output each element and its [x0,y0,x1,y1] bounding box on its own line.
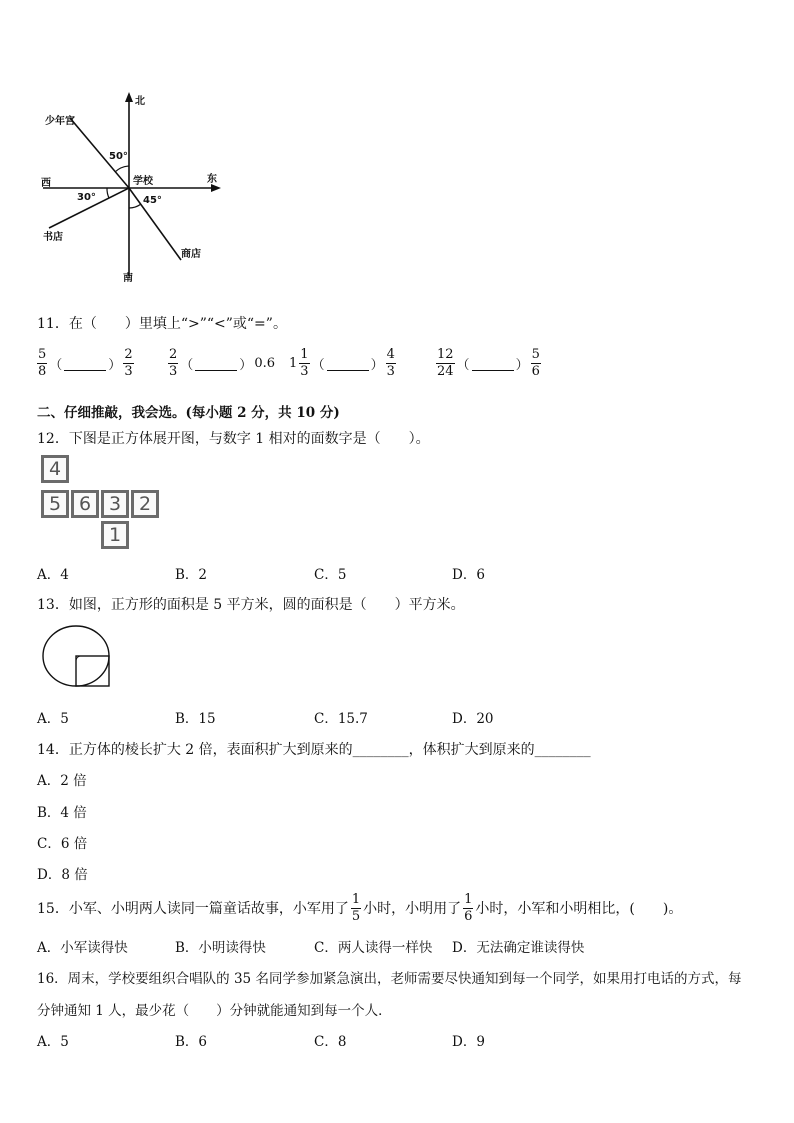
shop-label: 商店 [181,249,201,260]
paren-close: ） [370,358,384,373]
fraction: $\frac{2}{3}$ [169,347,178,379]
option-b[interactable]: B．2 [175,567,208,583]
net-face: 4 [41,455,69,483]
q16-text-line2: 分钟通知 1 人，最少花（ ）分钟就能通知到每一个人． [37,1003,392,1019]
net-face: 5 [41,490,69,518]
option-a[interactable]: A．5 [37,1034,69,1050]
section-heading: 二、仔细推敲，我会选。(每小题 2 分，共 10 分) [37,405,340,421]
q12-text: 12．下图是正方体展开图，与数字 1 相对的面数字是（ ）。 [37,431,430,447]
circle-square-figure [40,623,120,689]
answer-blank[interactable] [64,356,106,371]
q14-text: 14．正方体的棱长扩大 2 倍，表面积扩大到原来的________，体积扩大到原来的________ [37,742,591,758]
paren-open: （ [180,358,194,373]
paren-open: （ [456,358,470,373]
north-label: 北 [135,96,145,107]
net-face: 2 [131,490,159,518]
paren-open: （ [49,358,63,373]
net-face: 1 [101,521,129,549]
option-c[interactable]: C．15.7 [314,711,368,727]
option-d[interactable]: D．无法确定谁读得快 [452,940,585,956]
q15-text-part: 小时，小明用了 [363,901,462,917]
paren-open: （ [311,358,325,373]
answer-blank[interactable] [195,356,237,371]
option-a[interactable]: A．2 倍 [37,773,87,789]
q15-options [37,936,637,956]
q11-item-4 [436,347,541,380]
option-a[interactable]: A．4 [37,567,69,583]
q15-text [37,888,682,928]
q15-text-part: 15．小军、小明两人读同一篇童话故事，小军用了 [37,901,349,917]
fraction: $\frac{2}{3}$ [124,347,133,379]
option-c[interactable]: C．8 [314,1034,347,1050]
q16-options [37,1030,637,1050]
paren-close: ） [515,358,529,373]
option-b[interactable]: B．4 倍 [37,805,87,821]
fraction: $\frac{1}{3}$ [300,347,309,379]
whole-number: 1 [289,356,298,371]
answer-blank[interactable] [472,356,514,371]
q15-text-part: 小时，小军和小明相比，( )。 [475,901,683,917]
q11-item-1 [37,347,134,380]
bookstore-label: 书店 [43,232,63,243]
school-label: 学校 [133,176,153,187]
south-label: 南 [123,273,133,284]
fraction: $\frac{5}{8}$ [38,347,47,379]
fraction: $\frac{12}{24}$ [437,347,454,379]
fraction: $\frac{1}{5}$ [351,891,361,924]
fraction: $\frac{5}{6}$ [531,347,540,379]
angle-45-label: 45° [143,195,162,206]
east-label: 东 [207,174,217,185]
angle-30-label: 30° [77,192,96,203]
angle-50-label: 50° [109,151,128,162]
q11-items [37,347,597,387]
cube-net [39,455,164,555]
option-c[interactable]: C．两人读得一样快 [314,940,433,956]
youth-palace-label: 少年宫 [45,116,75,127]
q11-item-3 [289,347,396,380]
option-b[interactable]: B．小明读得快 [175,940,266,956]
paren-close: ） [239,358,253,373]
net-face: 3 [101,490,129,518]
option-a[interactable]: A．小军读得快 [37,940,128,956]
direction-diagram [35,88,235,288]
option-c[interactable]: C．6 倍 [37,836,88,852]
paren-close: ） [108,358,122,373]
option-d[interactable]: D．6 [452,567,485,583]
q13-options [37,707,637,727]
option-b[interactable]: B．15 [175,711,216,727]
net-face: 6 [71,490,99,518]
option-d[interactable]: D．8 倍 [37,867,88,883]
option-b[interactable]: B．6 [175,1034,208,1050]
q11-item-2 [168,347,275,380]
option-d[interactable]: D．20 [452,711,494,727]
fraction: $\frac{1}{6}$ [464,891,473,924]
west-label: 西 [41,178,51,189]
option-a[interactable]: A．5 [37,711,69,727]
answer-blank[interactable] [327,356,369,371]
option-c[interactable]: C．5 [314,567,347,583]
option-d[interactable]: D．9 [452,1034,485,1050]
decimal-value: 0.6 [254,356,275,371]
q12-options [37,563,637,583]
q11-text: 11．在（ ）里填上“>”“<”或“=”。 [37,316,287,332]
fraction: $\frac{4}{3}$ [386,347,395,379]
q13-text: 13．如图，正方形的面积是 5 平方米，圆的面积是（ ）平方米。 [37,597,465,613]
q16-text-line1: 16．周末，学校要组织合唱队的 35 名同学参加紧急演出，老师需要尽快通知到每一个同学，如果用打电话的方式，每 [37,971,742,987]
